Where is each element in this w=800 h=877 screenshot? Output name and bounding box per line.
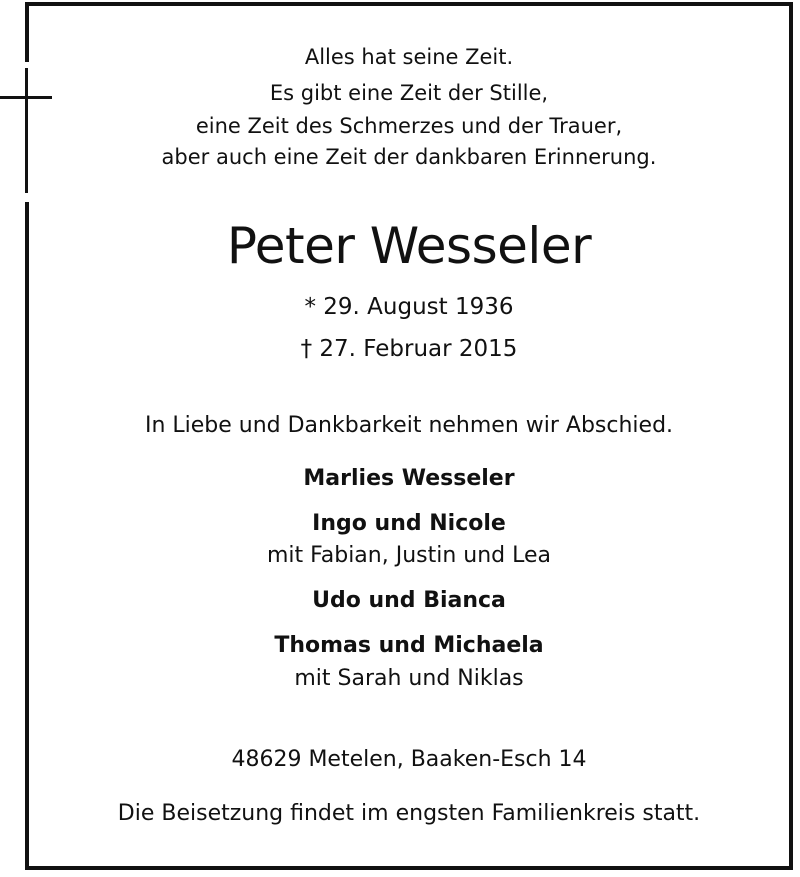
mourner-name: Thomas und Michaela — [274, 633, 544, 658]
mourner-children: mit Sarah und Niklas — [294, 666, 524, 691]
mourner-children: mit Fabian, Justin und Lea — [266, 543, 552, 568]
verse-line-3: eine Zeit des Schmerzes und der Trauer, — [195, 114, 623, 138]
birth-date: * 29. August 1936 — [304, 294, 514, 320]
burial-note: Die Beisetzung findet im engsten Familienkreis statt. — [117, 801, 701, 826]
mourning-address: 48629 Metelen, Baaken-Esch 14 — [231, 747, 587, 772]
mourner-name: Ingo und Nicole — [312, 511, 506, 536]
mourner-name: Marlies Wesseler — [303, 466, 515, 491]
death-date: † 27. Februar 2015 — [300, 336, 518, 362]
deceased-name: Peter Wesseler — [226, 217, 592, 275]
verse-line-2: Es gibt eine Zeit der Stille, — [269, 81, 549, 105]
farewell-text: In Liebe und Dankbarkeit nehmen wir Abschied. — [144, 413, 674, 438]
mourner-name: Udo und Bianca — [312, 588, 506, 613]
verse-line-4: aber auch eine Zeit der dankbaren Erinnerung. — [161, 145, 657, 169]
verse-line-1: Alles hat seine Zeit. — [304, 45, 514, 69]
